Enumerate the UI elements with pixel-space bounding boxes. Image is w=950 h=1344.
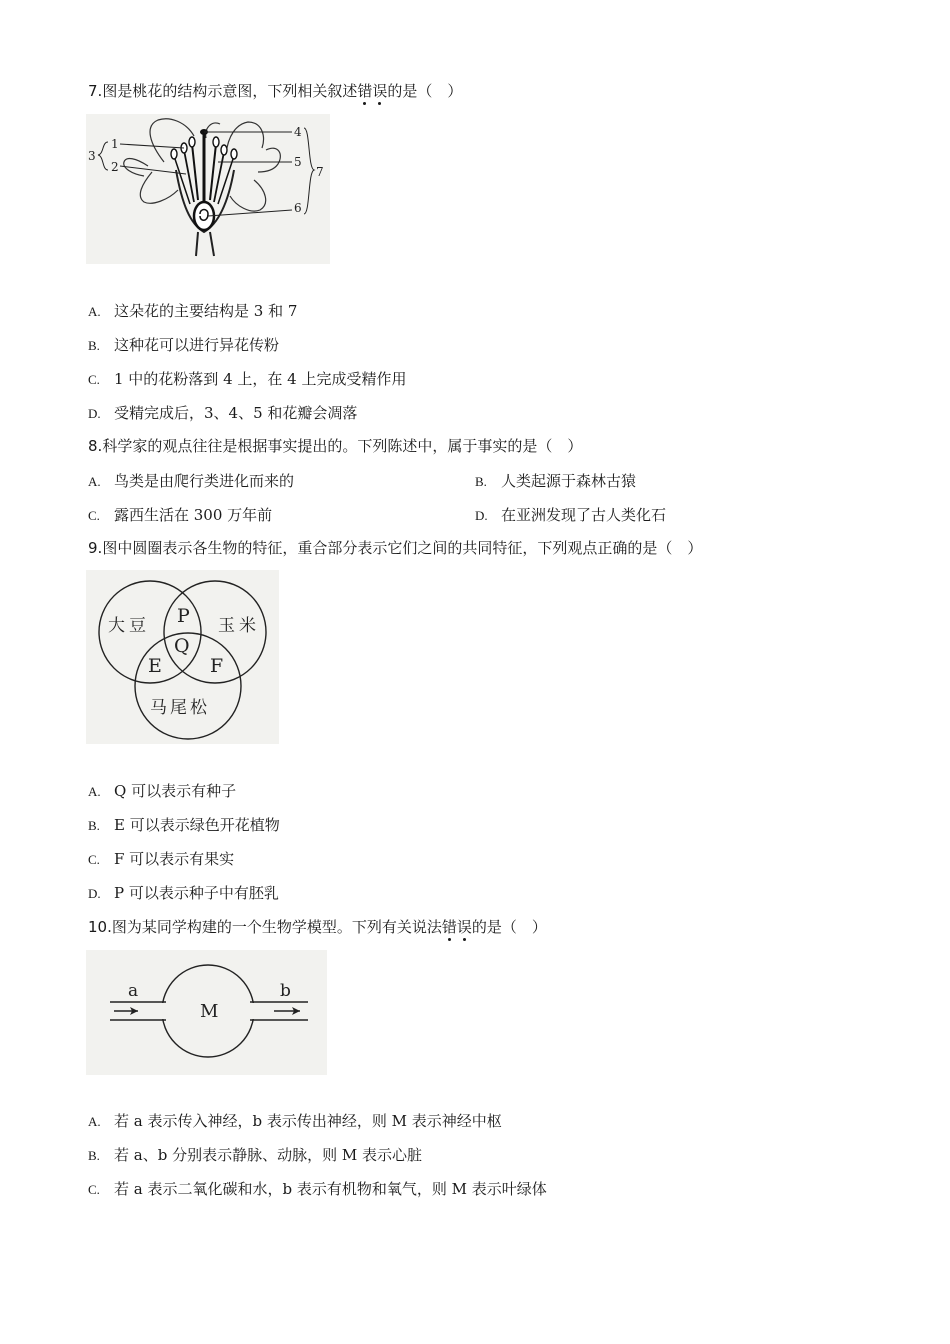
model-label-b: b [280, 981, 291, 1001]
model-label-m: M [200, 1001, 219, 1022]
option-7d[interactable]: D. 受精完成后，3、4、5 和花瓣会凋落 [88, 404, 358, 422]
label-5: 5 [294, 155, 302, 169]
emphasis-char: 错 [357, 82, 373, 100]
question-7-stem: 7.图是桃花的结构示意图，下列相关叙述错误的是（ ） [88, 82, 463, 100]
label-7: 7 [316, 165, 324, 179]
label-6: 6 [294, 201, 302, 215]
emphasis-char: 误 [456, 918, 472, 936]
option-9c[interactable]: C. F 可以表示有果实 [88, 850, 235, 868]
venn-region-q: Q [174, 635, 190, 657]
option-7b[interactable]: B. 这种花可以进行异花传粉 [88, 336, 280, 354]
question-9-stem: 9.图中圆圈表示各生物的特征，重合部分表示它们之间的共同特征，下列观点正确的是（ ） [88, 539, 703, 557]
question-10-stem: 10.图为某同学构建的一个生物学模型。下列有关说法错误的是（ ） [88, 918, 547, 936]
label-4: 4 [294, 125, 302, 139]
option-8d[interactable]: D. 在亚洲发现了古人类化石 [475, 506, 667, 524]
peach-flower-diagram [86, 114, 330, 264]
emphasis-char: 错 [441, 918, 457, 936]
question-number: 7. [88, 82, 103, 100]
option-7a[interactable]: A. 这朵花的主要结构是 3 和 7 [88, 302, 298, 320]
option-7c[interactable]: C. 1 中的花粉落到 4 上，在 4 上完成受精作用 [88, 370, 407, 388]
venn-region-e: E [148, 655, 162, 677]
label-2: 2 [111, 160, 119, 174]
venn-label-corn: 玉米 [218, 616, 260, 636]
option-9a[interactable]: A. Q 可以表示有种子 [88, 782, 237, 800]
option-8c[interactable]: C. 露西生活在 300 万年前 [88, 506, 273, 524]
venn-diagram [86, 570, 279, 744]
label-3: 3 [88, 149, 96, 163]
venn-label-pine: 马尾松 [150, 698, 210, 718]
emphasis-char: 误 [372, 82, 388, 100]
model-label-a: a [128, 981, 139, 1001]
option-8a[interactable]: A. 鸟类是由爬行类进化而来的 [88, 472, 295, 490]
biology-model-diagram [86, 950, 327, 1075]
question-number: 10. [88, 918, 112, 936]
option-10c[interactable]: C. 若 a 表示二氧化碳和水，b 表示有机物和氧气，则 M 表示叶绿体 [88, 1180, 547, 1198]
venn-region-f: F [210, 655, 224, 677]
label-1: 1 [111, 137, 119, 151]
question-8-stem: 8.科学家的观点往往是根据事实提出的。下列陈述中，属于事实的是（ ） [88, 437, 583, 455]
question-number: 8. [88, 437, 103, 455]
venn-region-p: P [177, 605, 190, 627]
option-10b[interactable]: B. 若 a、b 分别表示静脉、动脉，则 M 表示心脏 [88, 1146, 422, 1164]
option-9b[interactable]: B. E 可以表示绿色开花植物 [88, 816, 280, 834]
question-number: 9. [88, 539, 103, 557]
venn-label-soybean: 大豆 [108, 616, 150, 636]
option-9d[interactable]: D. P 可以表示种子中有胚乳 [88, 884, 279, 902]
option-10a[interactable]: A. 若 a 表示传入神经，b 表示传出神经，则 M 表示神经中枢 [88, 1112, 502, 1130]
option-8b[interactable]: B. 人类起源于森林古猿 [475, 472, 637, 490]
